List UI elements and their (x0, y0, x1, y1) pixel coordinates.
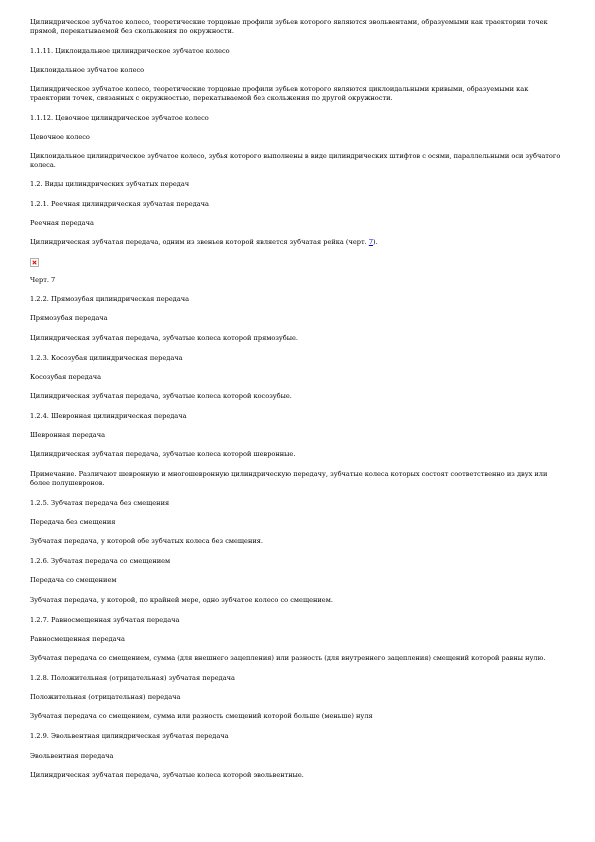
section-heading: 1.2.9. Эвольвентная цилиндрическая зубчатая передача (30, 732, 229, 741)
definition-paragraph: Цилиндрическая зубчатая передача, зубчатые колеса которой эвольвентные. (30, 770, 304, 779)
document-page (30, 18, 565, 791)
definition-paragraph: Цилиндрическая зубчатая передача, зубчатые колеса которой косозубые. (30, 391, 292, 400)
figure-link[interactable]: 7 (368, 238, 374, 247)
definition-paragraph: Зубчатая передача со смещением, сумма или разность смещений которой больше (меньше) нуля (30, 712, 373, 721)
term-label: Косозубая передача (30, 372, 102, 381)
term-label: Реечная передача (30, 218, 94, 227)
definition-paragraph: Зубчатая передача со смещением, сумма (для внешнего зацепления) или разность (для внутреннего зацепления) смещений которой равны нулю. (30, 653, 546, 662)
section-heading: 1.2.6. Зубчатая передача со смещением (30, 557, 171, 566)
term-label: Эвольвентная передача (30, 751, 114, 760)
definition-paragraph (30, 238, 565, 247)
section-heading: 1.2.4. Шевронная цилиндрическая передача (30, 411, 187, 420)
section-heading: 1.2.8. Положительная (отрицательная) зубчатая передача (30, 673, 235, 682)
section-heading: 1.2.2. Прямозубая цилиндрическая передача (30, 295, 190, 304)
definition-paragraph: Циклоидальное цилиндрическое зубчатое колесо, зубья которого выполнены в виде цилиндрических штифтов с осями, параллельными оси зубчатого колеса. (30, 151, 561, 169)
section-heading: 1.2.1. Реечная цилиндрическая зубчатая передача (30, 199, 209, 208)
term-label: Прямозубая передача (30, 314, 108, 323)
term-label: Передача со смещением (30, 576, 117, 585)
section-heading: 1.2.3. Косозубая цилиндрическая передача (30, 353, 183, 362)
broken-image-icon (30, 258, 39, 267)
term-label: Равносмещенная передача (30, 634, 125, 643)
section-heading: 1.2. Виды цилиндрических зубчатых передач (30, 180, 190, 189)
definition-paragraph: Зубчатая передача, у которой обе зубчатых колеса без смещения. (30, 537, 263, 546)
section-heading: 1.2.5. Зубчатая передача без смещения (30, 498, 170, 507)
definition-paragraph: Примечание. Различают шевронную и многошевронную цилиндрическую передачу, зубчатые колеса которых состоят соответственно из двух или более полушевронов. (30, 470, 548, 487)
definition-paragraph: Цилиндрическая зубчатая передача, зубчатые колеса которой прямозубые. (30, 333, 299, 342)
section-heading: 1.1.11. Циклоидальное цилиндрическое зубчатое колесо (30, 46, 230, 55)
definition-paragraph: Цилиндрическая зубчатая передача, зубчатые колеса которой шевронные. (30, 450, 296, 459)
definition-paragraph: Цилиндрическое зубчатое колесо, теоретические торцовые профили зубьев которого являются циклоидальными кривыми, образуемыми как траектории точек, связанных с окружностью, перекатываемой без скольжения по другой окружности. (30, 84, 529, 102)
definition-paragraph: Зубчатая передача, у которой, по крайней мере, одно зубчатое колесо со смещением. (30, 595, 333, 604)
definition-text: Цилиндрическая зубчатая передача, одним из звеньев которой является зубчатая рейка (черт. (30, 238, 369, 247)
term-label: Передача без смещения (30, 518, 116, 527)
figure-caption: Черт. 7 (30, 276, 56, 285)
term-label: Циклоидальное зубчатое колесо (30, 65, 145, 74)
term-label: Шевронная передача (30, 431, 106, 440)
term-label: Цевочное колесо (30, 132, 90, 141)
section-heading: 1.2.7. Равносмещенная зубчатая передача (30, 615, 180, 624)
definition-tail: ). (373, 238, 378, 247)
section-heading: 1.1.12. Цевочное цилиндрическое зубчатое колесо (30, 113, 209, 122)
definition-paragraph: Цилиндрическое зубчатое колесо, теоретические торцовые профили зубьев которого являются эвольвентами, образуемыми как траектории точек прямой, перекатываемой без скольжения по окружности. (30, 18, 548, 35)
term-label: Положительная (отрицательная) передача (30, 693, 181, 702)
